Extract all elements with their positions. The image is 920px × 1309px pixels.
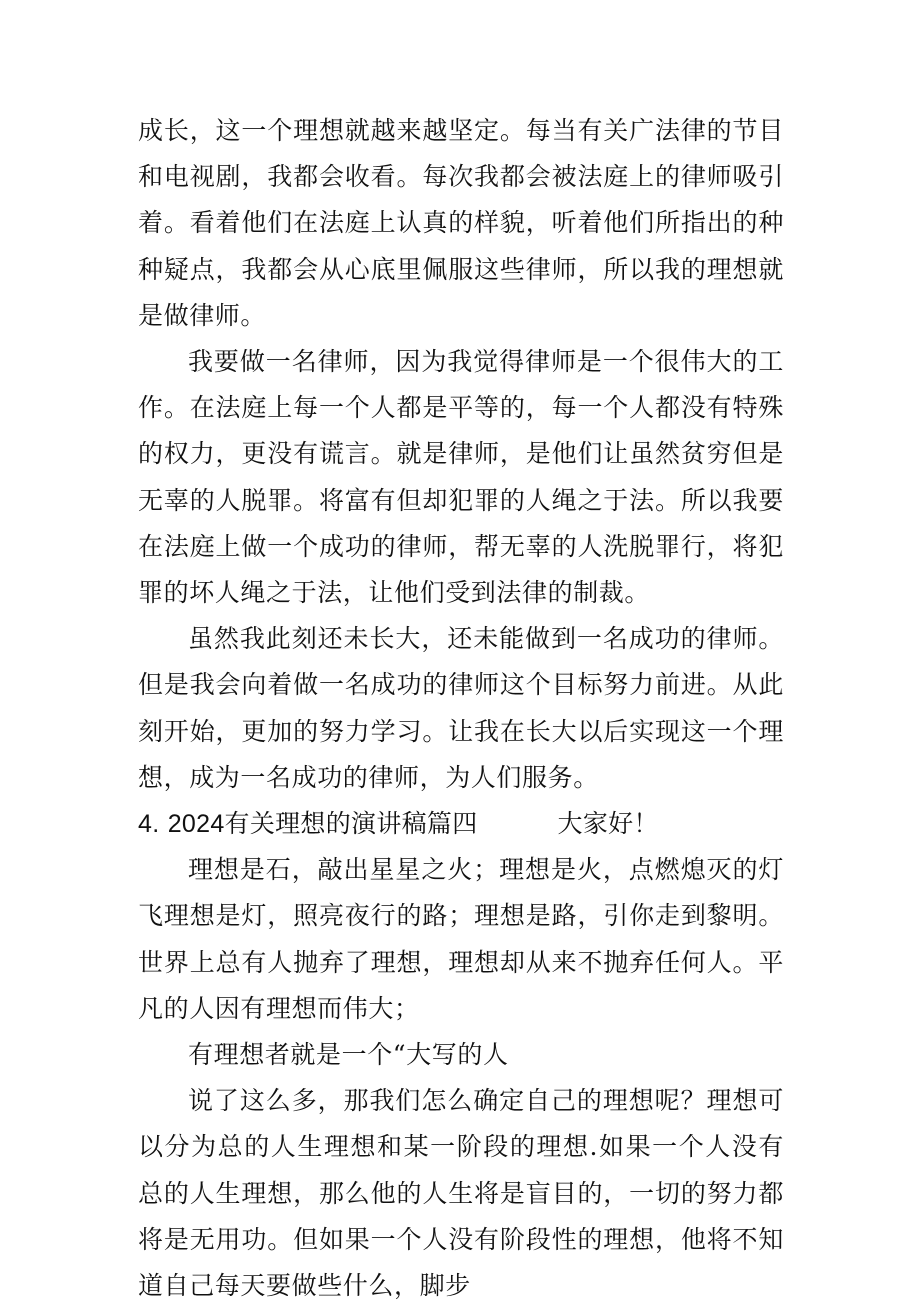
section-heading [138, 801, 784, 847]
paragraph-2: 我要做一名律师，因为我觉得律师是一个很伟大的工作。在法庭上每一个人都是平等的，每一个人都没有特殊的权力，更没有谎言。就是律师，是他们让虽然贫穷但是无辜的人脱罪。将富有但却犯罪的人绳之于法。所以我要在法庭上做一个成功的律师，帮无辜的人洗脱罪行，将犯罪的坏人绳之于法，让他们受到法律的制裁。 [138, 347, 784, 608]
paragraph-1: 成长，这一个理想就越来越坚定。每当有关广法律的节目和电视剧，我都会收看。每次我都会被法庭上的律师吸引着。看着他们在法庭上认真的样貌，听着他们所指出的种种疑点，我都会从心底里佩服这些律师，所以我的理想就是做律师。 [138, 116, 784, 330]
heading-title: 2024有关理想的演讲稿篇四 [167, 810, 478, 839]
paragraph-6: 说了这么多，那我们怎么确定自己的理想呢？理想可以分为总的人生理想和某一阶段的理想.如果一个人没有总的人生理想，那么他的人生将是盲目的，一切的努力都将是无用功。但如果一个人没有阶段性的理想，他将不知道自己每天要做些什么，脚步 [138, 1086, 784, 1301]
paragraph-4: 理想是石，敲出星星之火；理想是火，点燃熄灭的灯飞理想是灯，照亮夜行的路；理想是路，引你走到黎明。世界上总有人抛弃了理想，理想却从来不抛弃任何人。平凡的人因有理想而伟大； [138, 855, 784, 1023]
heading-number: 4. [138, 810, 160, 839]
paragraph-3: 虽然我此刻还未长大，还未能做到一名成功的律师。但是我会向着做一名成功的律师这个目标努力前进。从此刻开始，更加的努力学习。让我在长大以后实现这一个理想，成为一名成功的律师，为人们服务。 [138, 624, 784, 792]
document-page [138, 108, 784, 1309]
paragraph-5: 有理想者就是一个“大写的人 [188, 1040, 509, 1070]
heading-greeting: 大家好！ [557, 809, 659, 839]
